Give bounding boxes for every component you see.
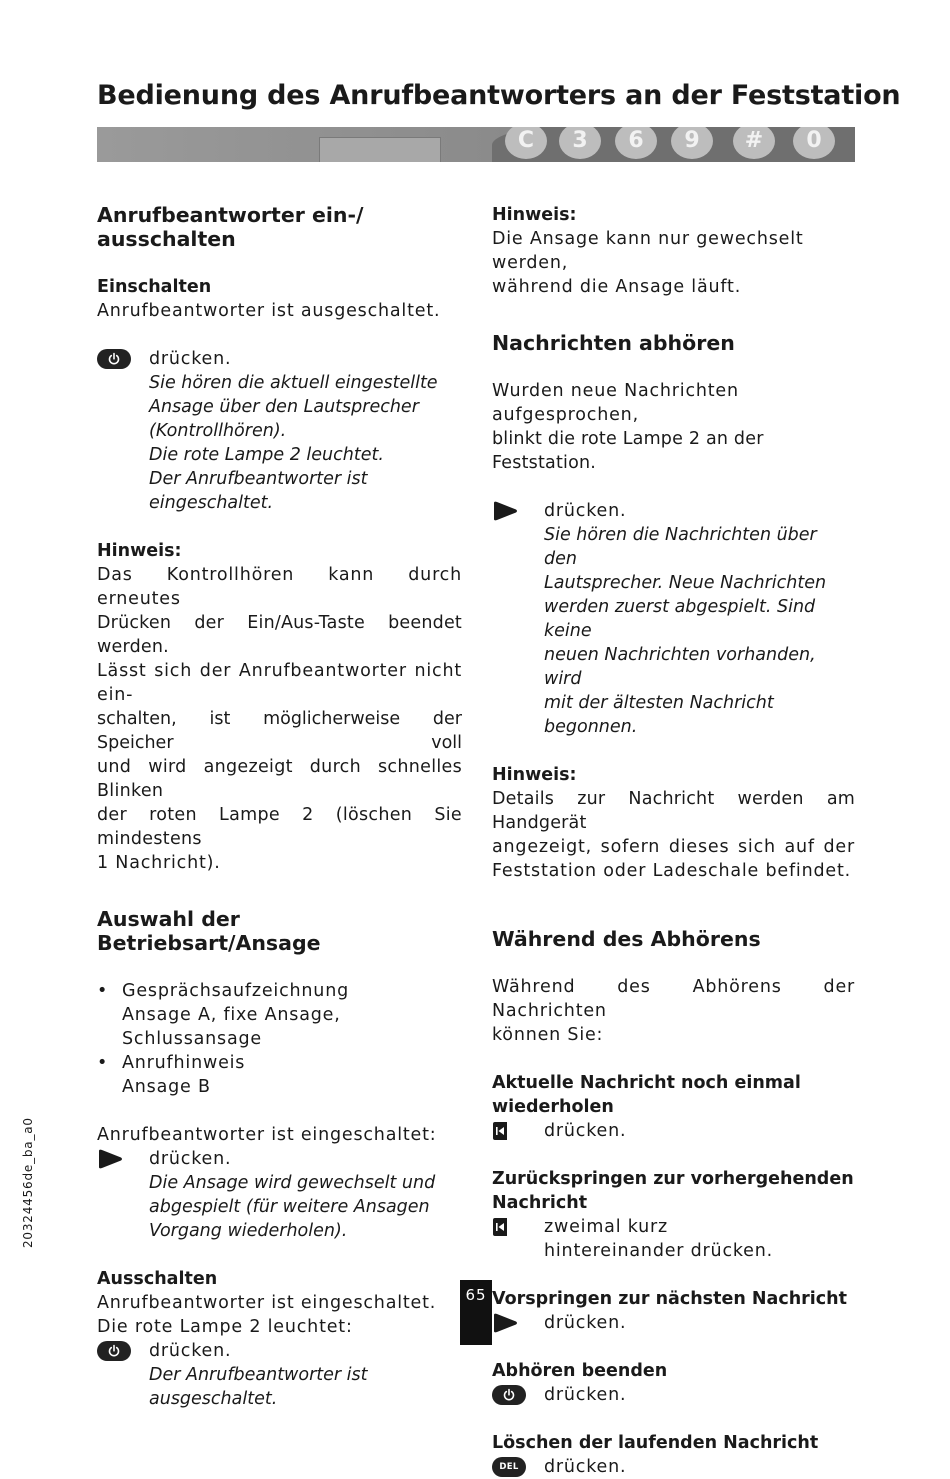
section-heading-listen: Nachrichten abhören xyxy=(492,331,735,355)
list-item-detail: Ansage B xyxy=(122,1077,211,1097)
step-result: Ansage über den Lautsprecher xyxy=(149,397,419,417)
step-action: drücken. xyxy=(544,1121,627,1141)
step-delete xyxy=(492,1455,855,1479)
step-result: neuen Nachrichten vorhanden, wird xyxy=(544,645,816,689)
step-action: drücken. xyxy=(544,501,627,521)
step-result: Lautsprecher. Neue Nachrichten xyxy=(544,573,827,593)
keypad-key: 0 xyxy=(793,127,835,159)
note-line: angezeigt, sofern dieses sich auf der xyxy=(492,837,855,857)
skip-back-key-icon xyxy=(492,1217,508,1237)
step-repeat xyxy=(492,1119,855,1143)
list-item: • Gesprächsaufzeichnung Ansage A, fixe Ansage, Schlussansage xyxy=(97,979,462,1051)
step-result: Der Anrufbeantworter ist xyxy=(149,1365,368,1385)
action-title-next: Vorspringen zur nächsten Nachricht xyxy=(492,1289,847,1309)
heading-line: ausschalten xyxy=(97,227,236,251)
section-heading-on-off xyxy=(97,203,462,251)
heading-line: Anrufbeantworter ein-/ xyxy=(97,203,364,227)
step-result: mit der ältesten Nachricht begonnen. xyxy=(544,693,774,737)
keypad-key: # xyxy=(733,127,775,159)
step-action: drücken. xyxy=(544,1385,627,1405)
section-heading-during: Während des Abhörens xyxy=(492,927,761,951)
step-result: (Kontrollhören). xyxy=(149,421,287,441)
power-key-icon xyxy=(97,349,131,369)
play-key-icon xyxy=(492,501,518,521)
note-line: Lässt sich der Anrufbeantworter nicht ein- xyxy=(97,661,462,705)
keypad-key: 3 xyxy=(559,127,601,159)
action-title-repeat: Aktuelle Nachricht noch einmal xyxy=(492,1073,801,1093)
step-next xyxy=(492,1311,855,1335)
keypad-banner-image xyxy=(97,127,855,162)
page-title: Bedienung des Anrufbeantworters an der Feststation xyxy=(97,80,901,111)
step-result: Sie hören die aktuell eingestellte xyxy=(149,373,438,393)
text-line: Wurden neue Nachrichten aufgesprochen, xyxy=(492,381,739,425)
note-line: während die Ansage läuft. xyxy=(492,277,742,297)
delete-key-icon: DEL xyxy=(492,1457,526,1477)
note-line: Das Kontrollhören kann durch erneutes xyxy=(97,565,462,609)
play-key-icon xyxy=(492,1313,518,1333)
document-code: 20324456de_ba_a0 xyxy=(21,1117,35,1248)
step-power-on xyxy=(97,347,462,515)
text-line: Während des Abhörens der Nachrichten xyxy=(492,977,855,1021)
text-line: können Sie: xyxy=(492,1025,604,1045)
action-title-back: Nachricht xyxy=(492,1193,588,1213)
subheading-ausschalten: Ausschalten xyxy=(97,1269,218,1289)
play-key-icon xyxy=(97,1149,123,1169)
step-result: Vorgang wiederholen). xyxy=(149,1221,348,1241)
left-column xyxy=(97,203,462,1411)
section-heading-mode: Auswahl der Betriebsart/Ansage xyxy=(97,907,321,955)
step-back xyxy=(492,1215,855,1263)
power-key-icon xyxy=(492,1385,526,1405)
text-line: Anrufbeantworter ist eingeschaltet. xyxy=(97,1293,437,1313)
step-action: drücken. xyxy=(149,1341,232,1361)
step-result: Die rote Lampe 2 leuchtet. xyxy=(149,445,384,465)
step-play xyxy=(492,499,855,739)
keypad-key: 9 xyxy=(671,127,713,159)
step-change-greeting xyxy=(97,1147,462,1243)
list-item-title: Gesprächsaufzeichnung xyxy=(122,981,349,1001)
action-title-repeat: wiederholen xyxy=(492,1097,614,1117)
note-line: 1 Nachricht). xyxy=(97,853,221,873)
note-title: Hinweis: xyxy=(97,541,182,561)
step-result: Der Anrufbeantworter ist xyxy=(149,469,368,489)
note-line: und wird angezeigt durch schnelles Blinken xyxy=(97,757,462,801)
action-title-delete: Löschen der laufenden Nachricht xyxy=(492,1433,819,1453)
page-number: 65 xyxy=(460,1280,492,1345)
display-window xyxy=(319,137,441,162)
step-action: zweimal kurz xyxy=(544,1217,668,1237)
action-title-end: Abhören beenden xyxy=(492,1361,668,1381)
step-action: hintereinander drücken. xyxy=(544,1241,773,1261)
list-item-title: Anrufhinweis xyxy=(122,1053,246,1073)
note-line: der roten Lampe 2 (löschen Sie mindestens xyxy=(97,805,462,849)
step-action: drücken. xyxy=(149,1149,232,1169)
note-line: Die Ansage kann nur gewechselt werden, xyxy=(492,229,804,273)
step-result: Sie hören die Nachrichten über den xyxy=(544,525,817,569)
right-column xyxy=(492,203,855,1479)
note-title: Hinweis: xyxy=(492,765,577,785)
text-line: Anrufbeantworter ist eingeschaltet: xyxy=(97,1125,437,1145)
step-power-off xyxy=(97,1339,462,1411)
step-result: Die Ansage wird gewechselt und xyxy=(149,1173,436,1193)
power-key-icon xyxy=(97,1341,131,1361)
subheading-einschalten: Einschalten xyxy=(97,277,212,297)
text-line: Anrufbeantworter ist ausgeschaltet. xyxy=(97,301,441,321)
keypad-key: 6 xyxy=(615,127,657,159)
step-end xyxy=(492,1383,855,1407)
step-action: drücken. xyxy=(544,1457,627,1477)
note-line: Feststation oder Ladeschale befindet. xyxy=(492,861,851,881)
text-line: Die rote Lampe 2 leuchtet: xyxy=(97,1317,353,1337)
note-line: Drücken der Ein/Aus-Taste beendet werden. xyxy=(97,613,462,657)
note-body xyxy=(97,563,462,875)
step-result: eingeschaltet. xyxy=(149,493,274,513)
action-title-back: Zurückspringen zur vorhergehenden xyxy=(492,1169,854,1189)
note-line: schalten, ist möglicherweise der Speicher voll xyxy=(97,709,462,753)
step-action: drücken. xyxy=(544,1313,627,1333)
list-item-detail: Ansage A, fixe Ansage, Schlussansage xyxy=(122,1005,341,1049)
step-result: werden zuerst abgespielt. Sind keine xyxy=(544,597,816,641)
keypad-key: C xyxy=(505,127,547,159)
note-line: Details zur Nachricht werden am Handgerät xyxy=(492,789,855,833)
note-title: Hinweis: xyxy=(492,205,577,225)
text-line: blinkt die rote Lampe 2 an der Feststation. xyxy=(492,429,764,473)
step-result: abgespielt (für weitere Ansagen xyxy=(149,1197,430,1217)
list-item: • Anrufhinweis Ansage B xyxy=(97,1053,246,1097)
step-result: ausgeschaltet. xyxy=(149,1389,278,1409)
skip-back-key-icon xyxy=(492,1121,508,1141)
step-action: drücken. xyxy=(149,349,232,369)
